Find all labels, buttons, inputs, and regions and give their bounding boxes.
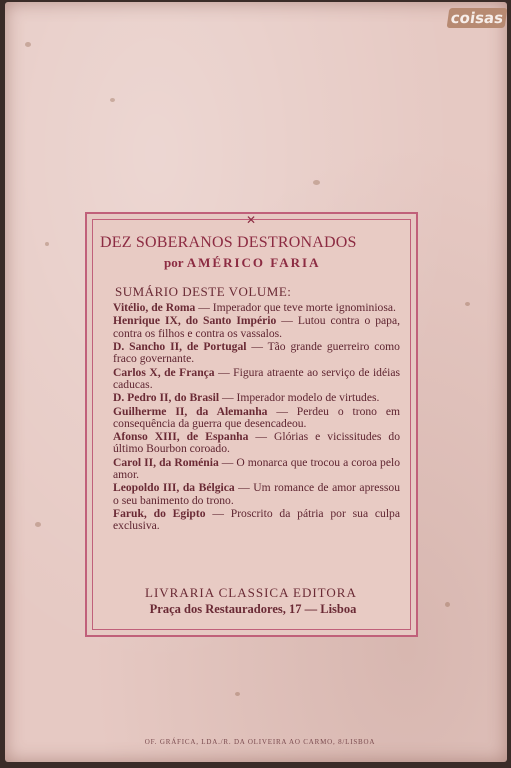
- sovereign-description: — Tão grande guerreiro como fraco governante.: [113, 339, 400, 366]
- sovereign-name: Afonso XIII, de Espanha: [113, 430, 249, 444]
- sovereign-description: — Glórias e vicissitudes do último Bourbon coroado.: [113, 430, 400, 456]
- list-item: [113, 508, 400, 532]
- sovereign-description: — Um romance de amor apressou o seu banimento do trono.: [113, 481, 400, 507]
- summary-heading: SUMÁRIO DESTE VOLUME:: [115, 284, 292, 299]
- stain: [25, 42, 31, 47]
- sovereign-description: — Imperador que teve morte ignominiosa.: [195, 301, 396, 314]
- sovereign-description: — Lutou contra o papa, contra os filhos e contra os vassalos.: [113, 314, 401, 340]
- sovereign-description: — O monarca que trocou a coroa pelo amor.: [113, 455, 400, 481]
- sovereign-name: Faruk, do Egipto: [113, 506, 206, 520]
- author-line: [164, 255, 320, 271]
- list-item: [113, 457, 400, 481]
- sovereign-name: D. Pedro II, do Brasil: [113, 391, 220, 405]
- sovereign-description: — Imperador modelo de virtudes.: [219, 391, 380, 405]
- stain: [445, 602, 450, 607]
- stain: [35, 522, 41, 527]
- list-item: [113, 406, 400, 430]
- list-item: [113, 392, 400, 404]
- printer-imprint: OF. GRÁFICA, LDA./R. DA OLIVEIRA AO CARMO, 8/LISBOA: [144, 738, 376, 746]
- list-item: [113, 302, 400, 314]
- stain: [235, 692, 240, 696]
- stain: [313, 180, 320, 185]
- stain: [110, 98, 115, 102]
- list-item: [113, 482, 400, 506]
- stain: [465, 302, 470, 306]
- watermark-logo: coisas: [447, 8, 508, 28]
- list-item: [113, 367, 400, 391]
- sovereign-name: Guilherme II, da Alemanha: [113, 404, 268, 418]
- sovereign-description: — Perdeu o trono em consequência da guerra que desencadeou.: [113, 404, 401, 430]
- list-item: [113, 431, 400, 455]
- series-title: DEZ SOBERANOS DESTRONADOS: [100, 234, 357, 251]
- list-item: [113, 341, 400, 365]
- list-item: [113, 315, 400, 339]
- sovereign-name: Henrique IX, do Santo Império: [113, 314, 277, 328]
- ornament-icon: ✕: [246, 213, 257, 227]
- sovereign-description: — Figura atraente ao serviço de idéias caducas.: [113, 365, 400, 391]
- sovereign-name: D. Sancho II, de Portugal: [113, 339, 247, 353]
- sovereign-name: Carol II, da Roménia: [113, 455, 219, 469]
- publisher-name: LIVRARIA CLASSICA EDITORA: [145, 585, 357, 600]
- author-name: AMÉRICO FARIA: [186, 255, 321, 270]
- sovereign-name: Leopoldo III, da Bélgica: [113, 481, 235, 495]
- stain: [45, 242, 49, 246]
- sovereign-description: — Proscrito da pátria por sua culpa exclusiva.: [113, 506, 400, 533]
- sovereign-name: Carlos X, de França: [113, 365, 215, 379]
- volume-list: [113, 302, 400, 534]
- sovereign-name: Vitélio, de Roma: [113, 301, 196, 314]
- author-prefix: por: [164, 255, 184, 270]
- publisher-address: Praça dos Restauradores, 17 — Lisboa: [149, 602, 357, 616]
